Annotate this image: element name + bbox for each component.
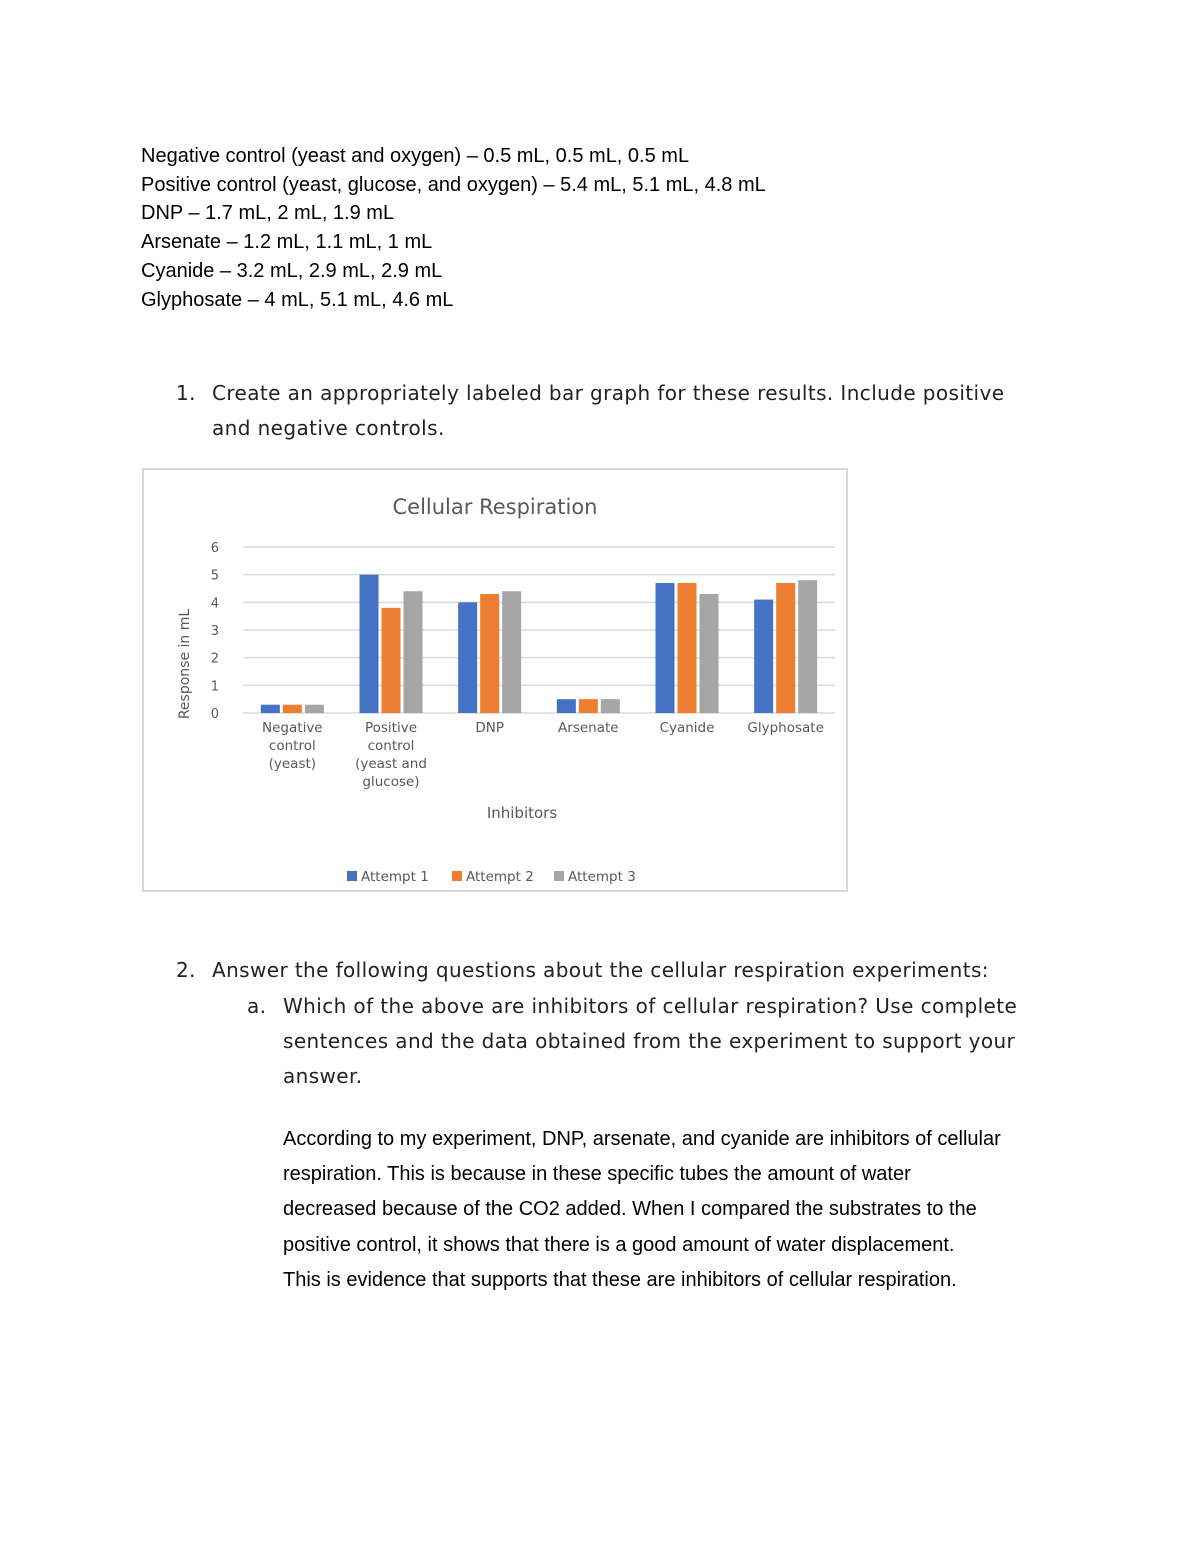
bar [283,705,302,713]
data-line-negative-control: Negative control (yeast and oxygen) – 0.5 mL, 0.5 mL, 0.5 mL [141,145,690,167]
question-1-line-2: and negative controls. [212,416,445,440]
x-tick-label: Arsenate [558,720,619,736]
bar [579,699,598,713]
question-2a-letter: a. [247,994,267,1018]
question-1 [176,376,1056,448]
legend-label: Attempt 1 [361,869,429,885]
bar [360,575,379,713]
question-1-number: 1. [176,381,196,405]
bar [678,583,697,713]
x-tick-label: Cyanide [659,720,715,736]
x-tick-label: Glyphosate [747,720,824,736]
bar [656,583,675,713]
gridlines [243,547,835,713]
legend-swatch [452,871,462,881]
question-2a [247,989,1067,1095]
y-tick-label: 4 [210,596,219,612]
answer-line: respiration. This is because in these specific tubes the amount of water [283,1163,911,1186]
data-line-positive-control: Positive control (yeast, glucose, and oxygen) – 5.4 mL, 5.1 mL, 4.8 mL [141,173,766,196]
experiment-data-list [141,142,766,314]
question-2-number: 2. [176,958,196,982]
legend-swatch [554,871,564,881]
bar [700,594,719,713]
bar [305,705,324,713]
bar-chart-svg [144,470,846,890]
question-2a-line-2: sentences and the data obtained from the experiment to support your [283,1029,1016,1053]
y-tick-label: 5 [210,568,219,584]
x-tick-label: Negative control (yeast) [262,720,323,772]
x-tick-labels [262,720,824,790]
chart-title: Cellular Respiration [392,495,598,519]
answer-line: positive control, it shows that there is a good amount of water displacement. [283,1233,955,1256]
y-tick-label: 1 [210,679,219,695]
data-line-glyphosate: Glyphosate – 4 mL, 5.1 mL, 4.6 mL [141,288,454,311]
question-2a-line-1: Which of the above are inhibitors of cellular respiration? Use complete [283,994,1018,1018]
bar [601,699,620,713]
data-line-dnp: DNP – 1.7 mL, 2 mL, 1.9 mL [141,202,395,225]
question-1-line-1: Create an appropriately labeled bar graph for these results. Include positive [212,381,1005,405]
y-tick-labels [211,541,219,722]
data-line-arsenate: Arsenate – 1.2 mL, 1.1 mL, 1 mL [141,231,433,254]
y-tick-label: 3 [210,624,219,639]
legend-label: Attempt 3 [568,869,636,885]
answer-line: According to my experiment, DNP, arsenate, and cyanide are inhibitors of cellular [283,1128,1001,1150]
x-tick-label: Positive control (yeast and glucose) [355,720,427,790]
bar [502,591,521,713]
bar [261,705,280,713]
bar [754,600,773,713]
answer-line: This is evidence that supports that these are inhibitors of cellular respiration. [283,1268,957,1291]
bar [776,583,795,713]
question-2-text: Answer the following questions about the cellular respiration experiments: [212,958,989,982]
y-tick-label: 0 [210,707,219,722]
bar [404,591,423,713]
bar [798,580,817,713]
answer-paragraph [283,1122,1073,1298]
answer-line: decreased because of the CO2 added. When I compared the substrates to the [283,1198,977,1221]
x-axis-label: Inhibitors [486,804,558,822]
x-tick-label: DNP [475,720,504,736]
question-2a-line-3: answer. [283,1064,363,1088]
bar-chart [142,468,848,892]
question-2 [176,953,1056,988]
bar [382,608,401,713]
data-line-cyanide: Cyanide – 3.2 mL, 2.9 mL, 2.9 mL [141,259,443,282]
legend-swatch [347,871,357,881]
bar [458,602,477,713]
legend-label: Attempt 2 [466,869,534,885]
bar [480,594,499,713]
bar [557,699,576,713]
y-axis-label: Response in mL [177,608,193,720]
y-tick-label: 6 [210,541,219,556]
bars [261,575,817,713]
y-tick-label: 2 [210,651,219,667]
legend [347,869,636,885]
